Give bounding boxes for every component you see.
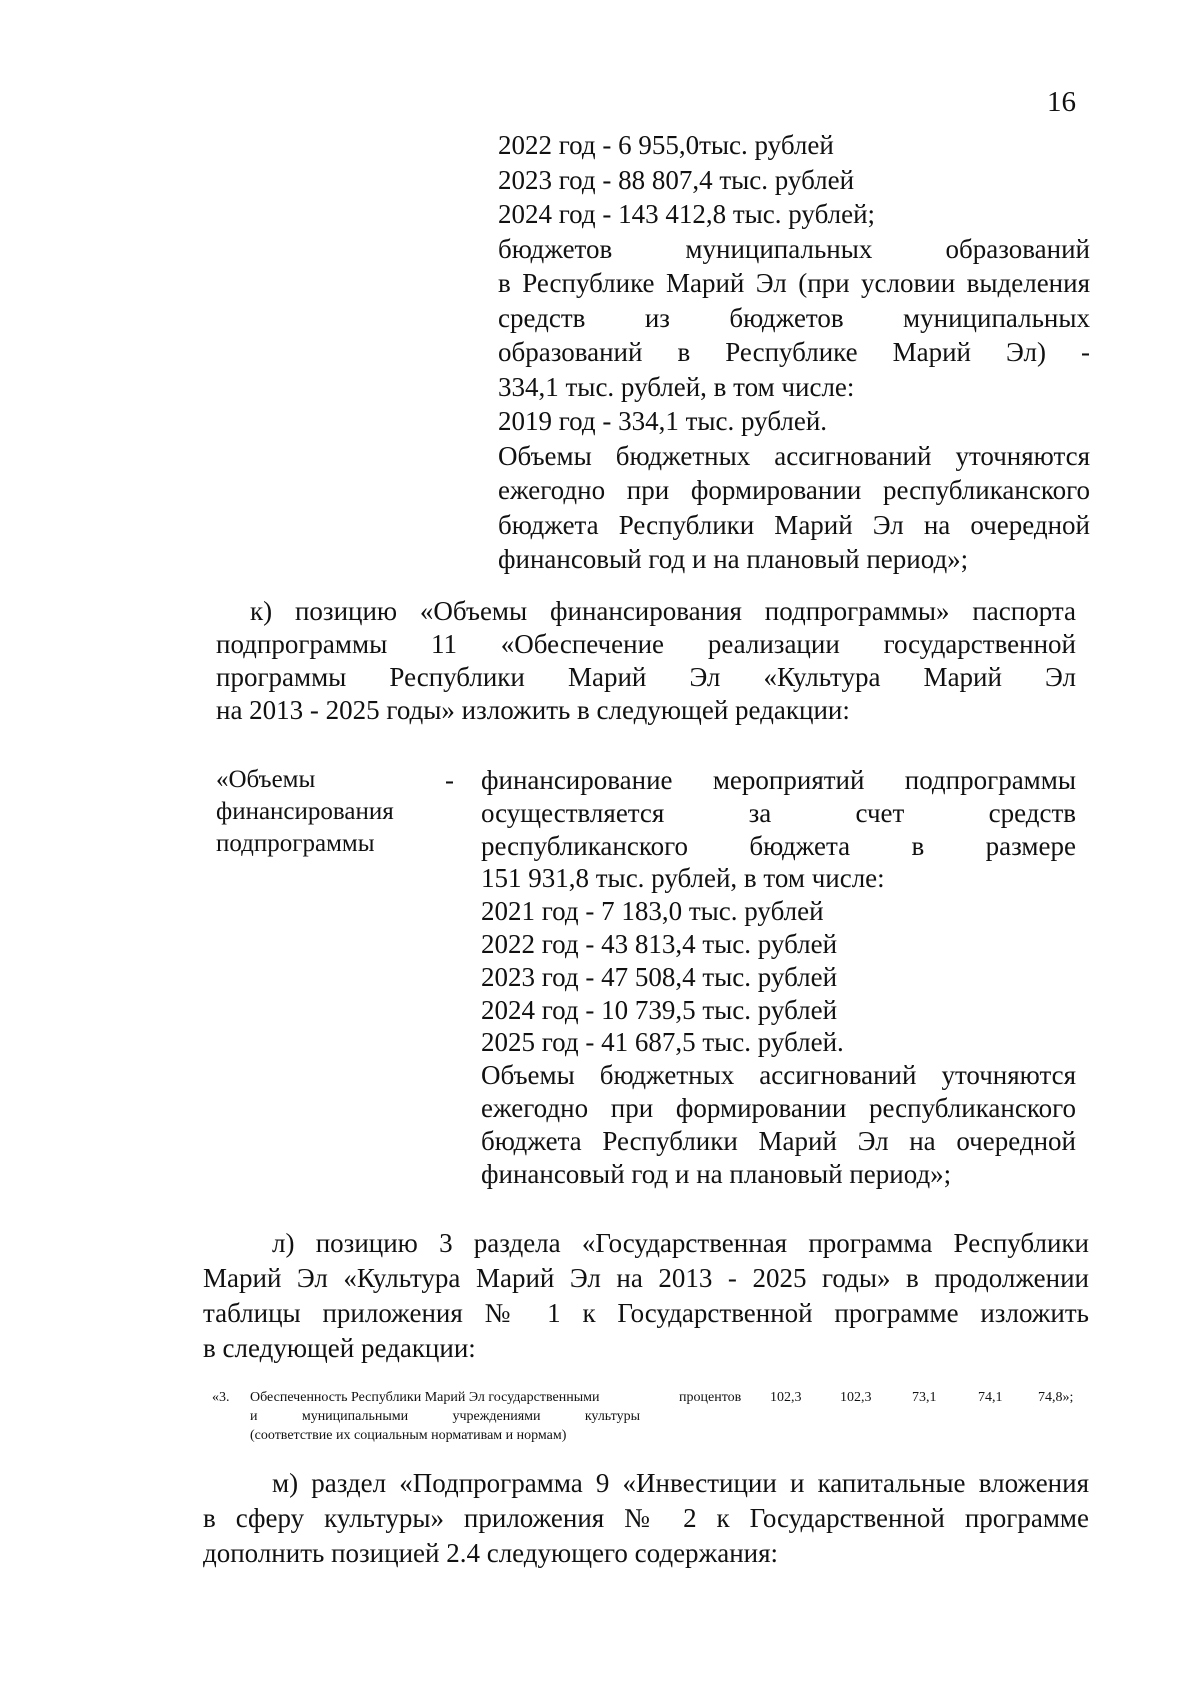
text-line: бюджета Республики Марий Эл на очередной: [481, 1125, 1076, 1156]
funding-sources-continuation: [498, 128, 1090, 577]
text-line: дополнить позицией 2.4 следующего содержания:: [203, 1538, 779, 1568]
text-line: к) позицию «Объемы финансирования подпрограммы» паспорта: [250, 596, 1076, 626]
text-line: Марий Эл «Культура Марий Эл на 2013 - 2025 годы» в продолжении: [203, 1263, 1089, 1293]
text-line: 2019 год - 334,1 тыс. рублей.: [498, 406, 828, 436]
paragraph-l: [203, 1226, 1089, 1366]
text-line: финансовый год и на плановый период»;: [498, 544, 969, 574]
value-cell: 74,1: [978, 1390, 1003, 1405]
text-line: программы Республики Марий Эл «Культура Марий Эл: [216, 662, 1076, 692]
text-line: подпрограммы 11 «Обеспечение реализации государственной: [216, 629, 1076, 659]
indicator-name-line: Обеспеченность Республики Марий Эл государственными: [250, 1390, 600, 1405]
text-line: ежегодно при формировании республиканского: [481, 1092, 1076, 1123]
text-line: Объемы бюджетных ассигнований уточняются: [481, 1060, 1076, 1091]
text-line: 2024 год - 143 412,8 тыс. рублей;: [498, 199, 876, 229]
text-line: л) позицию 3 раздела «Государственная программа Республики: [272, 1228, 1089, 1258]
text-line: 334,1 тыс. рублей, в том числе:: [498, 371, 855, 402]
text-line: 2023 год - 88 807,4 тыс. рублей: [498, 164, 855, 195]
text-line: в Республике Марий Эл (при условии выделения: [498, 268, 1090, 298]
text-line: 2021 год - 7 183,0 тыс. рублей: [481, 896, 824, 927]
page-number: 16: [1047, 86, 1076, 118]
indicator-name-line: (соответствие их социальным нормативам и нормам): [250, 1428, 567, 1443]
text-line: «Объемы: [216, 766, 316, 793]
text-line: 151 931,8 тыс. рублей, в том числе:: [481, 863, 885, 894]
unit-cell: процентов: [679, 1390, 742, 1405]
value-cell: 74,8»;: [1038, 1390, 1074, 1405]
text-line: в следующей редакции:: [203, 1333, 476, 1363]
text-line: республиканского бюджета в размере: [481, 830, 1076, 861]
paragraph-k: [216, 595, 1076, 727]
text-line: осуществляется за счет средств: [481, 797, 1076, 828]
financing-dash: -: [445, 765, 454, 795]
text-line: финансирования: [216, 798, 394, 825]
text-line: 2023 год - 47 508,4 тыс. рублей: [481, 961, 838, 992]
text-line: на 2013 - 2025 годы» изложить в следующей редакции:: [216, 695, 850, 725]
value-cell: 73,1: [912, 1390, 937, 1405]
row-number: «3.: [212, 1390, 230, 1405]
text-line: образований в Республике Марий Эл) -: [498, 337, 1090, 367]
text-line: 2022 год - 43 813,4 тыс. рублей: [481, 928, 838, 959]
indicator-name-line: и муниципальными учреждениями культуры: [250, 1409, 640, 1424]
text-line: 2022 год - 6 955,0тыс. рублей: [498, 130, 834, 160]
text-line: 2024 год - 10 739,5 тыс. рублей: [481, 994, 838, 1025]
text-line: м) раздел «Подпрограмма 9 «Инвестиции и капитальные вложения: [272, 1468, 1089, 1498]
paragraph-m: [203, 1466, 1089, 1571]
text-line: ежегодно при формировании республиканского: [498, 475, 1090, 505]
financing-label: [216, 764, 394, 860]
text-line: 2025 год - 41 687,5 тыс. рублей.: [481, 1027, 844, 1058]
text-line: финансовый год и на плановый период»;: [481, 1158, 952, 1189]
text-line: бюджетов муниципальных образований: [498, 233, 1090, 264]
text-line: финансирование мероприятий подпрограммы: [481, 765, 1076, 795]
text-line: Объемы бюджетных ассигнований уточняются: [498, 440, 1090, 471]
text-line: таблицы приложения № 1 к Государственной программе изложить: [203, 1298, 1089, 1328]
text-line: средств из бюджетов муниципальных: [498, 302, 1090, 333]
value-cell: 102,3: [770, 1390, 802, 1405]
text-line: подпрограммы: [216, 830, 375, 857]
text-line: бюджета Республики Марий Эл на очередной: [498, 509, 1090, 540]
value-cell: 102,3: [840, 1390, 872, 1405]
text-line: в сферу культуры» приложения № 2 к Государственной программе: [203, 1503, 1089, 1533]
financing-description: [481, 764, 1076, 1190]
